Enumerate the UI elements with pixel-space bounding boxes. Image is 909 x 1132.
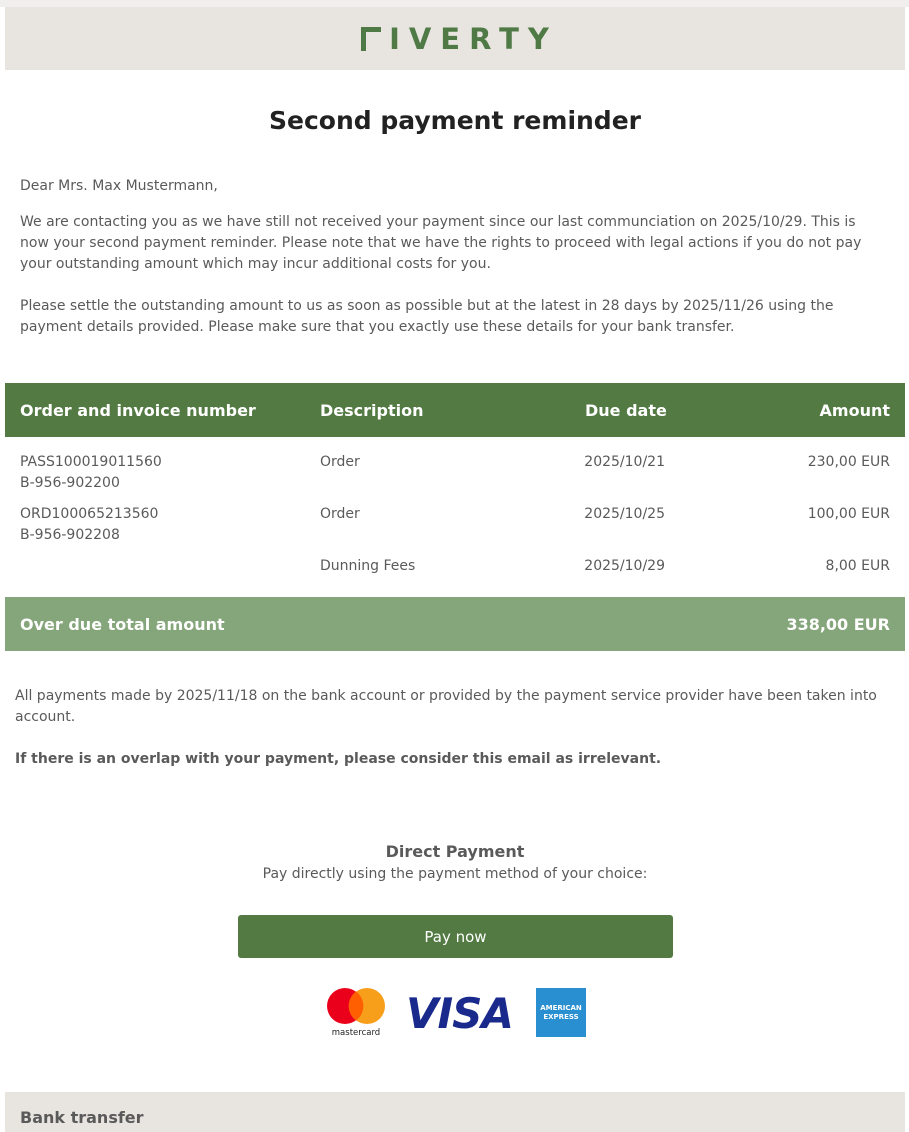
- order-number: PASS100019011560: [20, 454, 162, 470]
- overlap-note: If there is an overlap with your payment, please consider this email as irrelevant.: [15, 751, 662, 767]
- total-label: Over due total amount: [20, 615, 225, 634]
- header-amount: Amount: [819, 401, 890, 420]
- payment-notes: [15, 686, 895, 791]
- due-date-cell: 2025/10/25: [584, 506, 665, 522]
- direct-payment-title: Direct Payment: [385, 842, 525, 861]
- header-description: Description: [320, 401, 424, 420]
- direct-payment-subtitle: Pay directly using the payment method of your choice:: [262, 866, 648, 882]
- order-cell: [20, 452, 300, 494]
- order-number: ORD100065213560: [20, 506, 159, 522]
- description-cell: Order: [320, 506, 360, 522]
- payment-card-logos: [320, 985, 590, 1040]
- svg-text:mastercard: mastercard: [331, 1028, 381, 1038]
- intro-paragraph-1: We are contacting you as we have still not received your payment since our last communciation on 2025/10/29. This is now your second payment reminder. Please note that we have the rights to proceed with legal actions if you do not pay your outstanding amount which may incur additional costs for you.: [20, 214, 862, 272]
- amex-icon: AMERICAN EXPRESS: [536, 988, 586, 1037]
- total-amount: 338,00 EUR: [786, 615, 890, 634]
- top-strip: [0, 0, 909, 7]
- visa-icon: VISA: [406, 989, 513, 1038]
- due-date-cell: 2025/10/21: [584, 454, 665, 470]
- payments-note: All payments made by 2025/11/18 on the bank account or provided by the payment service provider have been taken into account.: [15, 688, 877, 725]
- table-header: [5, 383, 905, 437]
- logo-r-mark-icon: [361, 27, 383, 51]
- table-total-row: [5, 597, 905, 651]
- header-order: Order and invoice number: [20, 401, 256, 420]
- intro-paragraph-2: Please settle the outstanding amount to us as soon as possible but at the latest in 28 days by 2025/11/26 using the payment details provided. Please make sure that you exactly use these details for your bank transfer.: [20, 298, 834, 335]
- invoice-number: B-956-902208: [20, 527, 120, 543]
- due-date-cell: 2025/10/29: [584, 558, 665, 574]
- description-cell: Order: [320, 454, 360, 470]
- description-cell: Dunning Fees: [320, 558, 416, 574]
- amount-cell: 8,00 EUR: [825, 558, 890, 574]
- amount-cell: 100,00 EUR: [807, 506, 890, 522]
- pay-now-button[interactable]: Pay now: [238, 915, 673, 958]
- mastercard-icon: [324, 987, 388, 1037]
- invoice-number: B-956-902200: [20, 475, 120, 491]
- header-due-date: Due date: [585, 401, 667, 420]
- amount-cell: 230,00 EUR: [807, 454, 890, 470]
- logo-text: IVERTY: [389, 21, 558, 56]
- page-title: Second payment reminder: [269, 106, 641, 135]
- greeting: Dear Mrs. Max Mustermann,: [20, 178, 218, 194]
- header-banner: [5, 7, 905, 70]
- bank-transfer-section: [5, 1092, 905, 1132]
- bank-transfer-title: Bank transfer: [20, 1108, 144, 1127]
- intro-text: [20, 176, 880, 359]
- order-cell: [20, 504, 300, 546]
- riverty-logo: [352, 22, 558, 56]
